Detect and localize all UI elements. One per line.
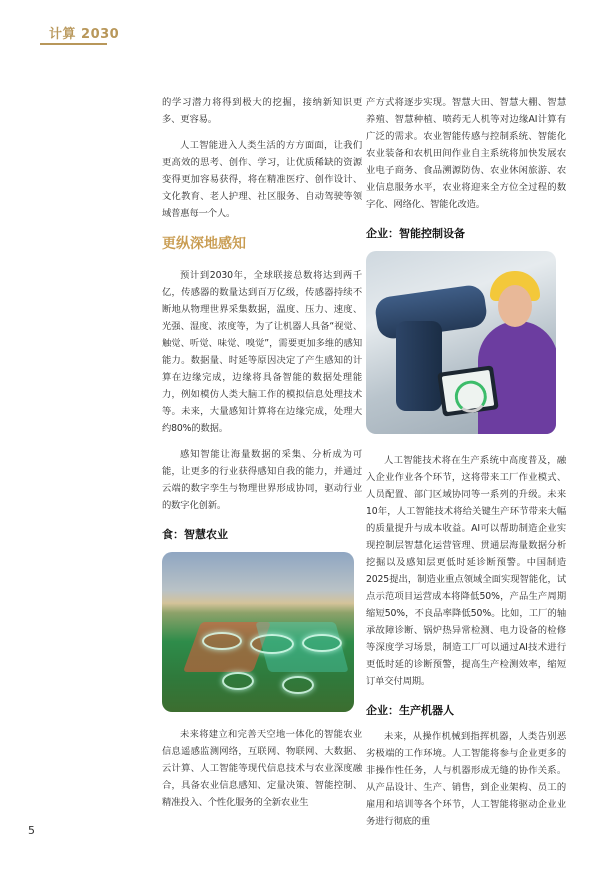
sensor-ring-icon [222,672,254,690]
subsection-title: 企业：智能控制设备 [366,227,465,240]
paragraph: 人工智能技术将在生产系统中高度普及，融入企业作业各个环节，这将带来工厂作业模式、人员配置、部门区域协同等一系列的升级。未来10年，人工智能技术将给关键生产环节带来大幅的质量提升与成本收益。AI可以帮助制造企业实现控制层智慧化运营管理、贯通层海量数据分析挖掘以及感知层更低时延诊断预警。中国制造2025提出，制造业重点领域全面实现智能化，试点示范项目运营成本将降低50%，产品生产周期缩短50%，不良品率降低50%。比如，工厂的轴承故障诊断、锅炉热异常检测、电力设备的检修等深度学习场景，制造工厂可以通过AI技术进行更低时延的诊断预警，提高生产检测效率，缩短订单交付周期。 [366,455,566,687]
sensor-ring-icon [302,634,342,652]
paragraph: 未来，从操作机械到指挥机器，人类告别恶劣极端的工作环境。人工智能将参与企业更多的非操作性任务，人与机器形成无缝的协作关系。从产品设计、生产、销售，到企业架构、员工的雇用和培训等各个环节，人工智能将驱动企业业务进行彻底的重 [366,731,566,827]
paragraph: 未来将建立和完善天空地一体化的智能农业信息遥感监测网络，互联网、物联网、大数据、云计算、人工智能等现代信息技术与农业深度融合，具备农业信息感知、定量决策、智能控制、精准投入、个性化服务的全新农业生 [162,729,362,808]
sensor-ring-icon [250,634,294,654]
paragraph: 预计到2030年，全球联接总数将达到两千亿，传感器的数量达到百万亿级，传感器持续不断地从物理世界采集数据，温度、压力、速度、光强、湿度、浓度等，为了让机器人具备“视觉、触觉、听觉、味觉、嗅觉”，需要更加多维的感知能力。数据量、时延等原因决定了产生感知的计算在边缘完成，边缘将具备智能的数据处理能力，例如模仿人类大脑工作的模拟信息处理技术等。未来，大量感知计算将在边缘完成，处理大约80%的数据。 [162,270,362,434]
header-title: 计算 2030 [49,27,120,42]
worker-face [498,285,532,327]
tablet-screen [442,370,495,412]
header-rule [40,43,107,45]
subsection-title: 企业：生产机器人 [366,704,454,717]
smart-farm-image [162,552,354,712]
sensor-ring-icon [282,676,314,694]
page-number: 5 [28,824,35,837]
gauge-icon [453,379,489,415]
paragraph: 的学习潜力将得到极大的挖掘，接纳新知识更多、更容易。 [162,97,362,125]
left-column [162,94,362,820]
robot-arm-base [396,321,442,411]
right-column [366,94,566,839]
tablet-device [437,365,499,416]
section-title: 更纵深地感知 [162,236,246,252]
factory-worker-image [366,251,556,434]
paragraph: 产方式将逐步实现。智慧大田、智慧大棚、智慧养殖、智慧种植、喷药无人机等对边缘AI计算有广泛的需求。农业智能传感与控制系统、智能化农业装备和农机田间作业自主系统将加快发展农业电子商务、食品溯源防伪、农业休闲旅游、农业信息服务水平，农业将迎来全方位全过程的数字化、网络化、智能化改造。 [366,97,566,210]
paragraph: 人工智能进入人类生活的方方面面，让我们更高效的思考、创作、学习，让优质稀缺的资源变得更加容易获得，将在精准医疗、创作设计、文化教育、老人护理、社区服务、自动驾驶等领域普惠每一个人。 [162,140,362,219]
sensor-ring-icon [202,632,242,650]
paragraph: 感知智能让海量数据的采集、分析成为可能，让更多的行业获得感知自我的能力，并通过云端的数字孪生与物理世界形成协同，驱动行业的数字化创新。 [162,449,362,511]
subsection-title: 食：智慧农业 [162,528,228,541]
